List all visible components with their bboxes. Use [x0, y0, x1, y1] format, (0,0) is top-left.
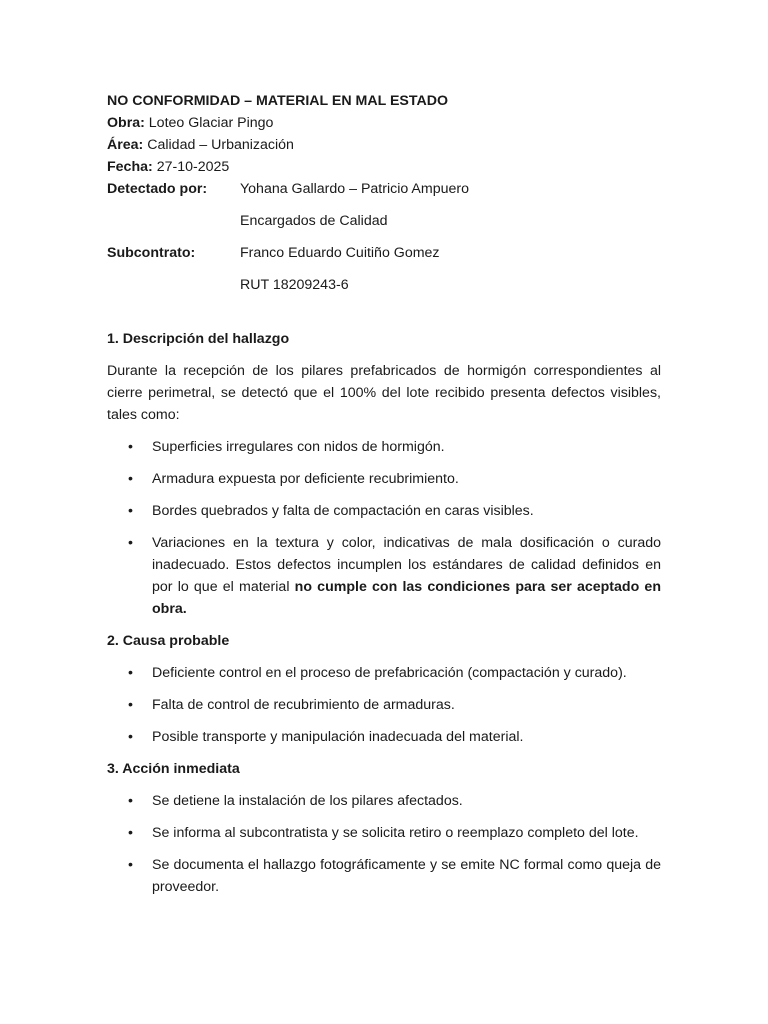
- area-row: [107, 134, 661, 156]
- bullet-icon: •: [128, 535, 133, 551]
- bullet-icon: •: [128, 825, 133, 841]
- list-item-text: Se documenta el hallazgo fotográficamente y se emite NC formal como queja de proveedor.: [152, 857, 661, 895]
- list-item: [107, 694, 661, 716]
- area-value: Calidad – Urbanización: [147, 137, 294, 153]
- obra-label: Obra:: [107, 115, 145, 131]
- detectado-row: [107, 178, 661, 200]
- list-item: [107, 790, 661, 812]
- fecha-value: 27-10-2025: [156, 159, 230, 175]
- bullet-icon: •: [128, 697, 133, 713]
- subcontrato-row: [107, 242, 661, 264]
- section-heading-causa: 2. Causa probable: [107, 633, 230, 649]
- subcontrato-label: Subcontrato:: [107, 245, 196, 261]
- descripcion-paragraph: Durante la recepción de los pilares prefabricados de hormigón correspondientes al cierre perimetral, se detectó que el 100% del lote recibido presenta defectos visibles, tales como:: [107, 363, 661, 423]
- list-item-text: Armadura expuesta por deficiente recubrimiento.: [152, 471, 459, 487]
- area-label: Área:: [107, 137, 144, 153]
- bullet-icon: •: [128, 503, 133, 519]
- bullet-icon: •: [128, 471, 133, 487]
- accion-list: [107, 790, 661, 898]
- list-item-text: Variaciones en la textura y color, indicativas de mala dosificación o curado inadecuado. Estos defectos incumplen los estándares de calidad definidos en por lo que el material: [152, 535, 661, 595]
- document-body: [107, 90, 661, 908]
- bullet-icon: •: [128, 793, 133, 809]
- list-item-text: Se detiene la instalación de los pilares afectados.: [152, 793, 463, 809]
- list-item-text: Deficiente control en el proceso de prefabricación (compactación y curado).: [152, 665, 627, 681]
- list-item-text: Bordes quebrados y falta de compactación en caras visibles.: [152, 503, 534, 519]
- subcontrato-rut: RUT 18209243-6: [240, 277, 349, 293]
- fecha-row: [107, 156, 661, 178]
- list-item: [107, 854, 661, 898]
- list-item: [107, 468, 661, 490]
- detectado-role: Encargados de Calidad: [240, 213, 388, 229]
- list-item: [107, 822, 661, 844]
- list-item: [107, 662, 661, 684]
- list-item: [107, 500, 661, 522]
- list-item: [107, 532, 661, 620]
- fecha-label: Fecha:: [107, 159, 153, 175]
- descripcion-list: [107, 436, 661, 620]
- bullet-icon: •: [128, 665, 133, 681]
- list-item: [107, 726, 661, 748]
- obra-value: Loteo Glaciar Pingo: [148, 115, 274, 131]
- list-item-text: Se informa al subcontratista y se solicita retiro o reemplazo completo del lote.: [152, 825, 639, 841]
- list-item-text: Posible transporte y manipulación inadecuada del material.: [152, 729, 524, 745]
- section-heading-accion: 3. Acción inmediata: [107, 761, 240, 777]
- bullet-icon: •: [128, 439, 133, 455]
- list-item-text: Superficies irregulares con nidos de hormigón.: [152, 439, 445, 455]
- bullet-icon: •: [128, 729, 133, 745]
- list-item: [107, 436, 661, 458]
- detectado-label: Detectado por:: [107, 181, 208, 197]
- obra-row: [107, 112, 661, 134]
- bullet-icon: •: [128, 857, 133, 873]
- list-item-emphasis: no cumple con las condiciones para ser aceptado en obra.: [152, 579, 661, 617]
- list-item-text: Falta de control de recubrimiento de armaduras.: [152, 697, 455, 713]
- section-heading-descripcion: 1. Descripción del hallazgo: [107, 331, 290, 347]
- detectado-value: Yohana Gallardo – Patricio Ampuero: [240, 181, 469, 197]
- subcontrato-value: Franco Eduardo Cuitiño Gomez: [240, 245, 440, 261]
- document-title: NO CONFORMIDAD – MATERIAL EN MAL ESTADO: [107, 93, 449, 109]
- causa-list: [107, 662, 661, 748]
